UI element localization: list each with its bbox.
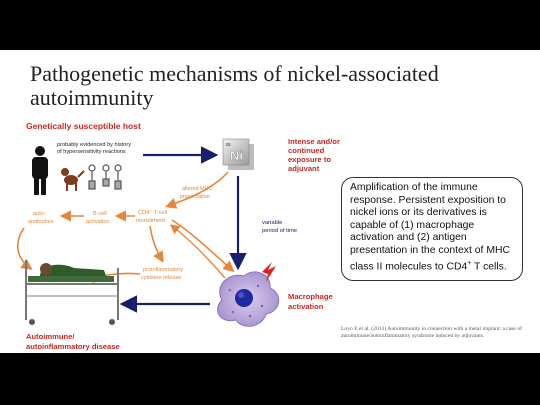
patient-bed-icon: [26, 260, 118, 325]
bcell-line-1: B cell: [93, 211, 107, 217]
cd4-label: CD4: [138, 210, 150, 216]
amplification-callout: [341, 177, 523, 281]
macrophage-line-1: Macrophage: [288, 292, 333, 301]
host-heading: Genetically susceptible host: [26, 121, 141, 131]
variable-line-2: period of time: [262, 228, 298, 234]
jewelry-icon: [89, 165, 121, 189]
bcell-line-2: activation: [86, 219, 110, 225]
disease-line-2: autoinflammatory disease: [26, 342, 120, 351]
disease-line-1: Autoimmune/: [26, 332, 75, 341]
svg-text:Autoimmune/ autoinflamma: [26, 332, 120, 351]
altered-mhc-line-1: altered MHC: [182, 186, 213, 192]
history-line-2: of hypersensitivity reactions: [57, 149, 126, 155]
callout-text: Amplification of the immune response. Persistent exposition to nickel ions or its derivatives is capable of (1) macrophage activation and (2) antigen presentation in the context of MHC class II molecules to CD4: [350, 182, 510, 273]
macrophage-line-2: activation: [288, 302, 324, 311]
svg-text:B cell activation: [86, 211, 110, 225]
variable-line-1: variable: [262, 220, 283, 226]
svg-text:CD4+ T cell recruitment: [136, 208, 169, 225]
exposure-line-3: exposure to: [288, 155, 332, 164]
svg-text:Intense and/or continued: [288, 137, 342, 173]
svg-text:proinflammatory cytokine: [141, 267, 185, 281]
svg-text:probably evidenced by history: [57, 142, 133, 155]
autoantibodies-line-1: auto-: [33, 211, 46, 217]
exposure-line-1: Intense and/or: [288, 137, 340, 146]
callout-text-end: T cells.: [471, 261, 507, 273]
altered-mhc-line-2: presentation: [180, 194, 210, 200]
cd4-to-cytokine-arrow: [150, 226, 162, 260]
callout-superscript: +: [467, 259, 472, 267]
nickel-element-tile: [223, 139, 254, 170]
exposure-line-4: adjuvant: [288, 164, 320, 173]
slide-title: Pathogenetic mechanisms of nickel-associated autoimmunity: [30, 61, 439, 110]
cd4-line-1: [138, 208, 167, 217]
cd4-rest: T cell: [151, 210, 168, 216]
svg-text:variable period of time: [262, 220, 297, 234]
antibodies-to-patient-arrow: [18, 228, 30, 268]
cd4-to-macrophage-arrow: [172, 220, 232, 270]
autoantibodies-line-2: antibodies: [28, 219, 54, 225]
cd4-superscript: +: [149, 207, 152, 213]
nickel-atomic-number: 28: [225, 142, 231, 147]
cd4-line-2: recruitment: [136, 218, 165, 224]
cytokine-line-2: cytokine release: [141, 275, 182, 281]
macrophage-icon: [218, 272, 279, 326]
exposure-line-2: continued: [288, 146, 325, 155]
svg-text:auto- antibodies: [28, 211, 54, 225]
svg-text:Macrophage activation: [288, 292, 335, 311]
history-line-1: probably evidenced by history: [57, 142, 132, 148]
dog-icon: [61, 168, 84, 191]
cytokine-line-1: proinflammatory: [143, 267, 184, 273]
nickel-symbol: Ni: [230, 148, 243, 163]
citation: Loyo E et al. (2013) Autoimmunity in connection with a metal implant: a case of autoimmune/autoinflammatory syndrome induced by adjuvants.: [341, 326, 522, 339]
person-icon: [32, 146, 48, 195]
slide: [0, 50, 540, 353]
